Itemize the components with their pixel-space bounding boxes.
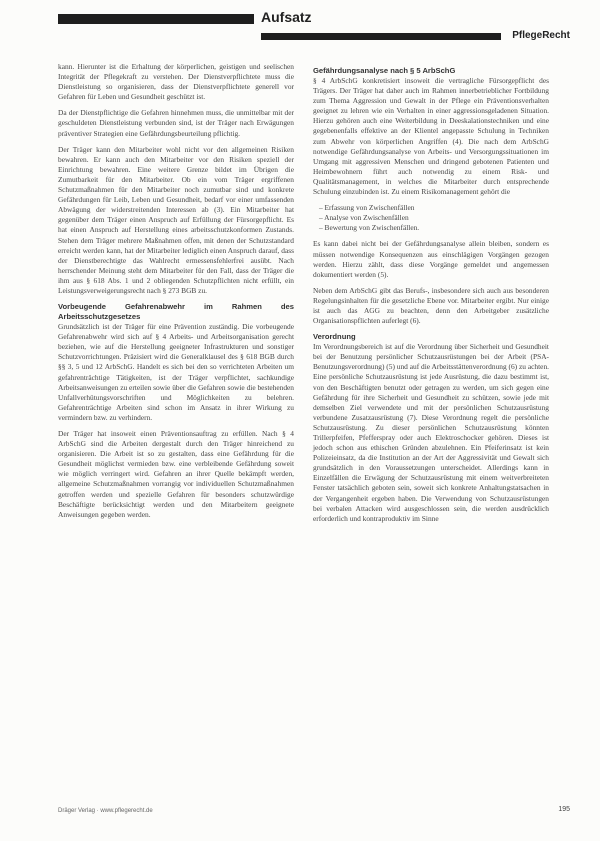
left-column bbox=[58, 62, 294, 526]
section-label: Aufsatz bbox=[261, 9, 312, 25]
section-heading: Verordnung bbox=[313, 332, 356, 342]
paragraph: § 4 ArbSchG konkretisiert insoweit die vertragliche Fürsorgepflicht des Trägers. Der Träger hat daher auch im Rahmen innerbetrieblicher Fortbildung zum Thema Aggression und Gewalt in der Pflege ein Präventionsverhalten geeignet zu lehren wie ein Verhalten in einer aggressionsgeladenen Situation. Hierzu gehören auch eine Weiterbildung in Deeskalationstechniken und eine gegebenenfalls effektive an der Klientel angepasste Schulung in Techniken zum Abwehr von körperlichen Angriffen (4). Die nach dem ArbSchG notwendige Gefährdungsanalyse von Arbeits- und Versorgungssituationen im Umgang mit aggressiven Menschen und dringend gebotenen Patienten und Heimbewohnern führt auch notwendig zu einem Risk- und Qualitätsmanagement, in welches die Mitarbeiter durch entsprechende Schulung einzubinden ist. Zu einem Risikomanagement gehört die bbox=[313, 76, 549, 197]
list-item: – Bewertung von Zwischenfällen. bbox=[319, 223, 549, 233]
paragraph: kann. Hierunter ist die Erhaltung der körperlichen, geistigen und seelischen Integrität der Pflegekraft zu verstehen. Der Dienstverpflichtete muss die Dienstleistung so organisieren, dass der Dienstverpflichtete generell vor Gefahren für Leben und Gesundheit geschützt ist. bbox=[58, 62, 294, 102]
paragraph: Im Verordnungsbereich ist auf die Verordnung über Sicherheit und Gesundheit bei der Benutzung persönlicher Schutzausrüstungen bei der Arbeit (PSA-Benutzungsverordnung) (5) und auf die Arbeitsstättenverordnung (6) zu achten. Eine persönliche Schutzausrüstung ist jede Ausrüstung, die dazu bestimmt ist, von den Beschäftigten benutzt oder getragen zu werden, um sich gegen eine Gefährdung für ihre Sicherheit und Gesundheit zu schützen, sowie jede mit demselben Ziel verwendete und mit der persönlichen Schutzausrüstung verbundene Zusatzausrüstung (7). Diese Verordnung regelt die persönliche Schutzausrüstung. Zu dieser persönlichen Schutzausrüstung könnten Trillerpfeifen, Pfefferspray oder auch Elektroschocker gehören. Dieses ist jedoch schon aus ethischen Gründen abzulehnen. Ein Pfeiferinsatz ist kein Polizeieinsatz, da die Institution an der Art der Aggressivität und Gewalt sich grundsätzlich in den Voraussetzungen unterscheidet. Allerdings kann in Einzelfällen die Erwägung der Schutzausrüstung mit einem weitverbreiteten Fenster tatsächlich geboten sein, soweit sich konkrete Anhaltungstatsachen in der Vergangenheit ergeben haben. Die Verwendung von Schutzausrüstungen bei verbalen Attacken wird ausgeschlossen sein, die werden ausdrücklich erforderlich und kontraproduktiv im Sinne bbox=[313, 342, 549, 523]
header-rule-right bbox=[261, 33, 501, 40]
journal-label: PflegeRecht bbox=[512, 30, 570, 41]
right-column bbox=[313, 62, 549, 530]
paragraph: Da der Dienstpflichtige die Gefahren hinnehmen muss, die unmittelbar mit der geschuldeten Dienstleistung verbunden sind, ist der Träger nach Erwägungen präventiver Strategien eine Gefährdungsbeurteilung pflichtig. bbox=[58, 108, 294, 138]
section-heading: Gefährdungsanalyse nach § 5 ArbSchG bbox=[313, 66, 456, 75]
paragraph: Grundsätzlich ist der Träger für eine Prävention zuständig. Die vorbeugende Gefahrenabwehr wird sich auf § 4 Arbeits- und Arbeitsorganisation gerecht beziehen, wie auf die Herstellung geeigneter Infrastrukturen und sonstiger Schutzvorrichtungen. Präzisiert wird die Generalklausel des § 618 BGB durch §§ 3, 5 und 12 ArbSchG. Handelt es sich bei den so verrichteten Arbeiten um gefahrenträchtige Tätigkeiten, ist der Träger verpflichtet, sachkundige Arbeitsanweisungen zu erteilen sowie über die Gefahren sowie die bestehenden Unfallverhütungsvorschriften und Möglichkeiten zu belehren. Gefahrenträchtige Arbeiten sind schon im Ansatz in ihrer Wirkung zu vermindern bzw. zu verhindern. bbox=[58, 322, 294, 422]
header-rule-left bbox=[58, 14, 254, 24]
list-item: – Analyse von Zwischenfällen bbox=[319, 213, 549, 223]
bullet-list bbox=[319, 203, 549, 233]
paragraph: Der Träger kann den Mitarbeiter wohl nicht vor den allgemeinen Risiken bewahren. Er kann auch den Mitarbeiter vor den Risiken speziell der Einrichtung bewahren. Eine weitere Grenze bildet im Übrigen die Zumutbarkeit für den Mitarbeiter. Ob ein vom Träger ergriffenen Schutzmaßnahmen für den Mitarbeiter noch zumutbar sind und konkrete Gefährdungen für Leib, Leben und Gesundheit, bedarf vor einer umfassenden Abwägung der widerstreitenden Interessen ab (3). Ein Mitarbeiter hat gegenüber dem Träger einen Anspruch auf Erfüllung der Fürsorgepflicht. Es hat einen Anspruch auf Herstellung eines arbeitsschutzkonformen Zustands. Stehen dem Träger mehrere Maßnahmen offen, mit denen der Schutzstandard erreicht werden kann, hat der Mitarbeiter lediglich einen Anspruch darauf, dass der Dienstberechtigte das Wahlrecht ermessensfehlerfrei ausübt. Nach herrschender Meinung steht dem Mitarbeiter für den Fall, dass der Träger die ihm aus § 618 Abs. 1 und 2 obliegenden Schutzpflichten nicht erfüllt, ein Leistungsverweigerungsrecht nach § 273 BGB zu. bbox=[58, 144, 294, 295]
paragraph: Es kann dabei nicht bei der Gefährdungsanalyse allein bleiben, sondern es müssen notwendige Konsequenzen aus einschlägigen Vorgängen gezogen werden. Hierzu zählt, dass diese Vorgänge gemeldet und angemessen dokumentiert werden (5). bbox=[313, 239, 549, 279]
paragraph: Der Träger hat insoweit einen Präventionsauftrag zu erfüllen. Nach § 4 ArbSchG sind die Arbeiten dergestalt durch den Träger hinreichend zu organisieren. Die Arbeit ist so zu gestalten, dass eine Gefährdung für die Gesundheit möglichst vermieden bzw. eine verbleibende Gefährdung soweit wie möglich verringert wird. Gefahren an ihrer Quelle bekämpft werden, allgemeine Schutzmaßnahmen vorrangig vor individuellen Schutzmaßnahmen getroffen werden und spezielle Gefahren für besonders schutzwürdige Beschäftigte berücksichtigt werden und den Mitarbeitern geeignete Anweisungen gegeben werden. bbox=[58, 429, 294, 519]
page-number: 195 bbox=[558, 806, 570, 813]
paragraph: Neben dem ArbSchG gibt das Berufs-, insbesondere sich auch aus besonderen Regelungsinhalten für die gesetzliche Ebene vor. Mitarbeiter ergibt. Nur einige ist auch das AGG zu beachten, denn den Arbeitgeber zusätzliche Organisationspflichten auferlegt (6). bbox=[313, 285, 549, 326]
list-item: – Erfassung von Zwischenfällen bbox=[319, 203, 549, 213]
section-heading: Vorbeugende Gefahrenabwehr im Rahmen des Arbeitsschutzgesetzes bbox=[58, 302, 294, 322]
footer-publisher: Dräger Verlag · www.pflegerecht.de bbox=[58, 808, 153, 814]
